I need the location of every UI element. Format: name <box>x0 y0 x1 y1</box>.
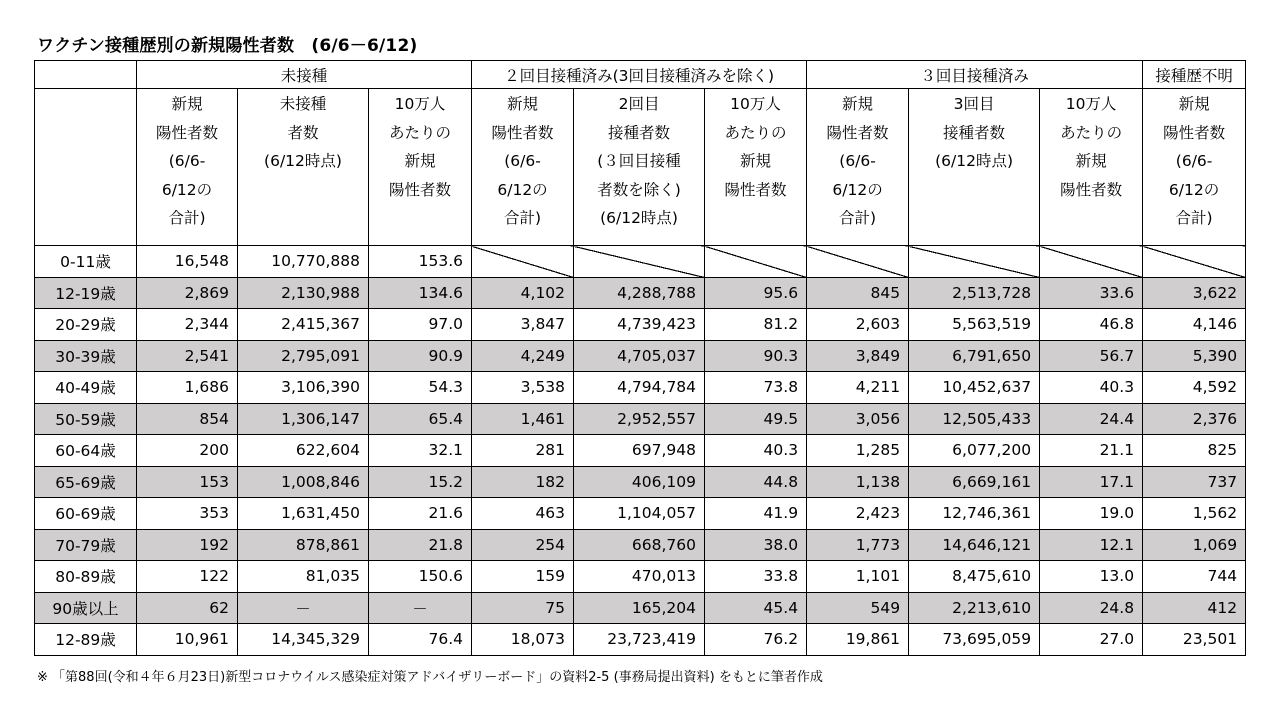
group-unvaccinated: 未接種 <box>137 61 472 89</box>
value-cell: 73.8 <box>705 372 807 404</box>
not-applicable-cell <box>705 246 807 278</box>
table-row <box>35 340 1246 372</box>
value-cell: 5,390 <box>1143 340 1246 372</box>
value-cell: 76.4 <box>369 624 472 656</box>
value-cell: 281 <box>472 435 574 467</box>
age-group-cell: 50-59歳 <box>35 403 137 435</box>
value-cell: 254 <box>472 529 574 561</box>
value-cell: 19.0 <box>1040 498 1143 530</box>
age-group-cell: 80-89歳 <box>35 561 137 593</box>
value-cell: 19,861 <box>807 624 909 656</box>
not-applicable-cell <box>1040 246 1143 278</box>
value-cell: 33.6 <box>1040 277 1143 309</box>
value-cell: 4,146 <box>1143 309 1246 341</box>
table-row <box>35 277 1246 309</box>
value-cell: 2,344 <box>137 309 238 341</box>
value-cell: 3,622 <box>1143 277 1246 309</box>
column-header: 新規 陽性者数 (6/6- 6/12の 合計) <box>137 89 238 246</box>
value-cell: 13.0 <box>1040 561 1143 593</box>
not-applicable-cell <box>807 246 909 278</box>
value-cell: 1,306,147 <box>238 403 369 435</box>
value-cell: 412 <box>1143 592 1246 624</box>
value-cell: 54.3 <box>369 372 472 404</box>
vaccination-table <box>34 60 1246 656</box>
value-cell: 4,288,788 <box>574 277 705 309</box>
value-cell: 2,423 <box>807 498 909 530</box>
value-cell: 1,461 <box>472 403 574 435</box>
value-cell: 2,130,988 <box>238 277 369 309</box>
column-header: 10万人 あたりの 新規 陽性者数 <box>1040 89 1143 246</box>
age-group-cell: 60-69歳 <box>35 498 137 530</box>
not-applicable-cell <box>1143 246 1246 278</box>
value-cell: 97.0 <box>369 309 472 341</box>
value-cell: 23,723,419 <box>574 624 705 656</box>
table-row <box>35 403 1246 435</box>
value-cell: 1,285 <box>807 435 909 467</box>
value-cell: 3,106,390 <box>238 372 369 404</box>
value-cell: 4,705,037 <box>574 340 705 372</box>
table-row <box>35 309 1246 341</box>
value-cell: 73,695,059 <box>909 624 1040 656</box>
value-cell: 27.0 <box>1040 624 1143 656</box>
value-cell: 1,773 <box>807 529 909 561</box>
value-cell: 182 <box>472 466 574 498</box>
value-cell: 56.7 <box>1040 340 1143 372</box>
value-cell: 90.9 <box>369 340 472 372</box>
value-cell: 406,109 <box>574 466 705 498</box>
source-footnote: ※ 「第88回(令和４年６月23日)新型コロナウイルス感染症対策アドバイザリーボード」の資料2-5 (事務局提出資料) をもとに筆者作成 <box>37 670 823 685</box>
value-cell: 353 <box>137 498 238 530</box>
value-cell: 16,548 <box>137 246 238 278</box>
value-cell: 2,376 <box>1143 403 1246 435</box>
value-cell: 10,961 <box>137 624 238 656</box>
value-cell: 2,213,610 <box>909 592 1040 624</box>
value-cell: 1,631,450 <box>238 498 369 530</box>
value-cell: 44.8 <box>705 466 807 498</box>
value-cell: 75 <box>472 592 574 624</box>
value-cell: 24.4 <box>1040 403 1143 435</box>
not-applicable-cell <box>909 246 1040 278</box>
not-applicable-cell <box>574 246 705 278</box>
value-cell: 463 <box>472 498 574 530</box>
value-cell: 21.8 <box>369 529 472 561</box>
value-cell: 165,204 <box>574 592 705 624</box>
value-cell: 38.0 <box>705 529 807 561</box>
value-cell: 1,686 <box>137 372 238 404</box>
value-cell: 8,475,610 <box>909 561 1040 593</box>
value-cell: 4,739,423 <box>574 309 705 341</box>
table-row <box>35 435 1246 467</box>
value-cell: 153.6 <box>369 246 472 278</box>
value-cell: 18,073 <box>472 624 574 656</box>
value-cell: 150.6 <box>369 561 472 593</box>
value-cell: 4,211 <box>807 372 909 404</box>
value-cell: 21.1 <box>1040 435 1143 467</box>
value-cell: 49.5 <box>705 403 807 435</box>
age-group-cell: 20-29歳 <box>35 309 137 341</box>
value-cell: 76.2 <box>705 624 807 656</box>
value-cell: 14,345,329 <box>238 624 369 656</box>
table-row <box>35 592 1246 624</box>
column-header: 新規 陽性者数 (6/6- 6/12の 合計) <box>1143 89 1246 246</box>
value-cell: 3,847 <box>472 309 574 341</box>
value-cell: 4,794,784 <box>574 372 705 404</box>
group-three-doses: ３回目接種済み <box>807 61 1143 89</box>
value-cell: 33.8 <box>705 561 807 593</box>
table-row <box>35 246 1246 278</box>
value-cell: 134.6 <box>369 277 472 309</box>
value-cell: 2,541 <box>137 340 238 372</box>
value-cell: 3,849 <box>807 340 909 372</box>
table-row <box>35 624 1246 656</box>
not-applicable-cell <box>472 246 574 278</box>
value-cell: 622,604 <box>238 435 369 467</box>
value-cell: 2,415,367 <box>238 309 369 341</box>
value-cell: 470,013 <box>574 561 705 593</box>
value-cell: 159 <box>472 561 574 593</box>
value-cell: 24.8 <box>1040 592 1143 624</box>
age-group-cell: 30-39歳 <box>35 340 137 372</box>
column-header: 10万人 あたりの 新規 陽性者数 <box>705 89 807 246</box>
value-cell: 12,746,361 <box>909 498 1040 530</box>
value-cell: 4,102 <box>472 277 574 309</box>
value-cell: 1,562 <box>1143 498 1246 530</box>
age-group-cell: 0-11歳 <box>35 246 137 278</box>
value-cell: 17.1 <box>1040 466 1143 498</box>
group-unknown: 接種歴不明 <box>1143 61 1246 89</box>
value-cell: 81,035 <box>238 561 369 593</box>
value-cell: 21.6 <box>369 498 472 530</box>
column-header: 3回目 接種者数 (6/12時点) <box>909 89 1040 246</box>
value-cell: 1,104,057 <box>574 498 705 530</box>
value-cell: 4,249 <box>472 340 574 372</box>
value-cell: 62 <box>137 592 238 624</box>
table-body <box>35 246 1246 656</box>
age-group-cell: 12-19歳 <box>35 277 137 309</box>
value-cell: 12.1 <box>1040 529 1143 561</box>
value-cell: 2,869 <box>137 277 238 309</box>
table-row <box>35 529 1246 561</box>
value-cell: 65.4 <box>369 403 472 435</box>
value-cell: 6,077,200 <box>909 435 1040 467</box>
value-cell: 1,008,846 <box>238 466 369 498</box>
age-group-cell: 12-89歳 <box>35 624 137 656</box>
value-cell: 878,861 <box>238 529 369 561</box>
column-header-row <box>35 89 1246 246</box>
value-cell: 1,101 <box>807 561 909 593</box>
value-cell: 737 <box>1143 466 1246 498</box>
value-cell: 4,592 <box>1143 372 1246 404</box>
column-header: 新規 陽性者数 (6/6- 6/12の 合計) <box>472 89 574 246</box>
value-cell: 153 <box>137 466 238 498</box>
value-cell: 1,069 <box>1143 529 1246 561</box>
value-cell: 1,138 <box>807 466 909 498</box>
value-cell: 825 <box>1143 435 1246 467</box>
value-cell: 40.3 <box>705 435 807 467</box>
value-cell: 2,513,728 <box>909 277 1040 309</box>
column-header: 2回目 接種者数 (３回目接種 者数を除く) (6/12時点) <box>574 89 705 246</box>
value-cell: － <box>369 592 472 624</box>
age-group-cell: 40-49歳 <box>35 372 137 404</box>
value-cell: 3,056 <box>807 403 909 435</box>
value-cell: 744 <box>1143 561 1246 593</box>
value-cell: 2,795,091 <box>238 340 369 372</box>
column-header: 10万人 あたりの 新規 陽性者数 <box>369 89 472 246</box>
value-cell: 668,760 <box>574 529 705 561</box>
value-cell: 2,952,557 <box>574 403 705 435</box>
table-row <box>35 466 1246 498</box>
value-cell: 549 <box>807 592 909 624</box>
value-cell: 3,538 <box>472 372 574 404</box>
value-cell: 23,501 <box>1143 624 1246 656</box>
value-cell: 41.9 <box>705 498 807 530</box>
value-cell: 697,948 <box>574 435 705 467</box>
value-cell: 95.6 <box>705 277 807 309</box>
value-cell: 845 <box>807 277 909 309</box>
value-cell: 15.2 <box>369 466 472 498</box>
corner-cell <box>35 61 137 89</box>
value-cell: 10,452,637 <box>909 372 1040 404</box>
value-cell: 12,505,433 <box>909 403 1040 435</box>
table-row <box>35 372 1246 404</box>
value-cell: 122 <box>137 561 238 593</box>
value-cell: 46.8 <box>1040 309 1143 341</box>
age-group-cell: 70-79歳 <box>35 529 137 561</box>
value-cell: 90.3 <box>705 340 807 372</box>
value-cell: 854 <box>137 403 238 435</box>
value-cell: 6,669,161 <box>909 466 1040 498</box>
column-header: 未接種 者数 (6/12時点) <box>238 89 369 246</box>
age-group-cell: 60-64歳 <box>35 435 137 467</box>
value-cell: － <box>238 592 369 624</box>
value-cell: 5,563,519 <box>909 309 1040 341</box>
value-cell: 6,791,650 <box>909 340 1040 372</box>
table-row <box>35 561 1246 593</box>
column-header: 新規 陽性者数 (6/6- 6/12の 合計) <box>807 89 909 246</box>
age-group-cell: 65-69歳 <box>35 466 137 498</box>
value-cell: 45.4 <box>705 592 807 624</box>
value-cell: 32.1 <box>369 435 472 467</box>
age-header-cell <box>35 89 137 246</box>
value-cell: 81.2 <box>705 309 807 341</box>
value-cell: 2,603 <box>807 309 909 341</box>
table-title: ワクチン接種歴別の新規陽性者数 (6/6－6/12) <box>37 36 418 56</box>
value-cell: 40.3 <box>1040 372 1143 404</box>
table-row <box>35 498 1246 530</box>
value-cell: 200 <box>137 435 238 467</box>
group-two-doses: ２回目接種済み(3回目接種済みを除く) <box>472 61 807 89</box>
group-header-row <box>35 61 1246 89</box>
value-cell: 192 <box>137 529 238 561</box>
value-cell: 14,646,121 <box>909 529 1040 561</box>
value-cell: 10,770,888 <box>238 246 369 278</box>
age-group-cell: 90歳以上 <box>35 592 137 624</box>
